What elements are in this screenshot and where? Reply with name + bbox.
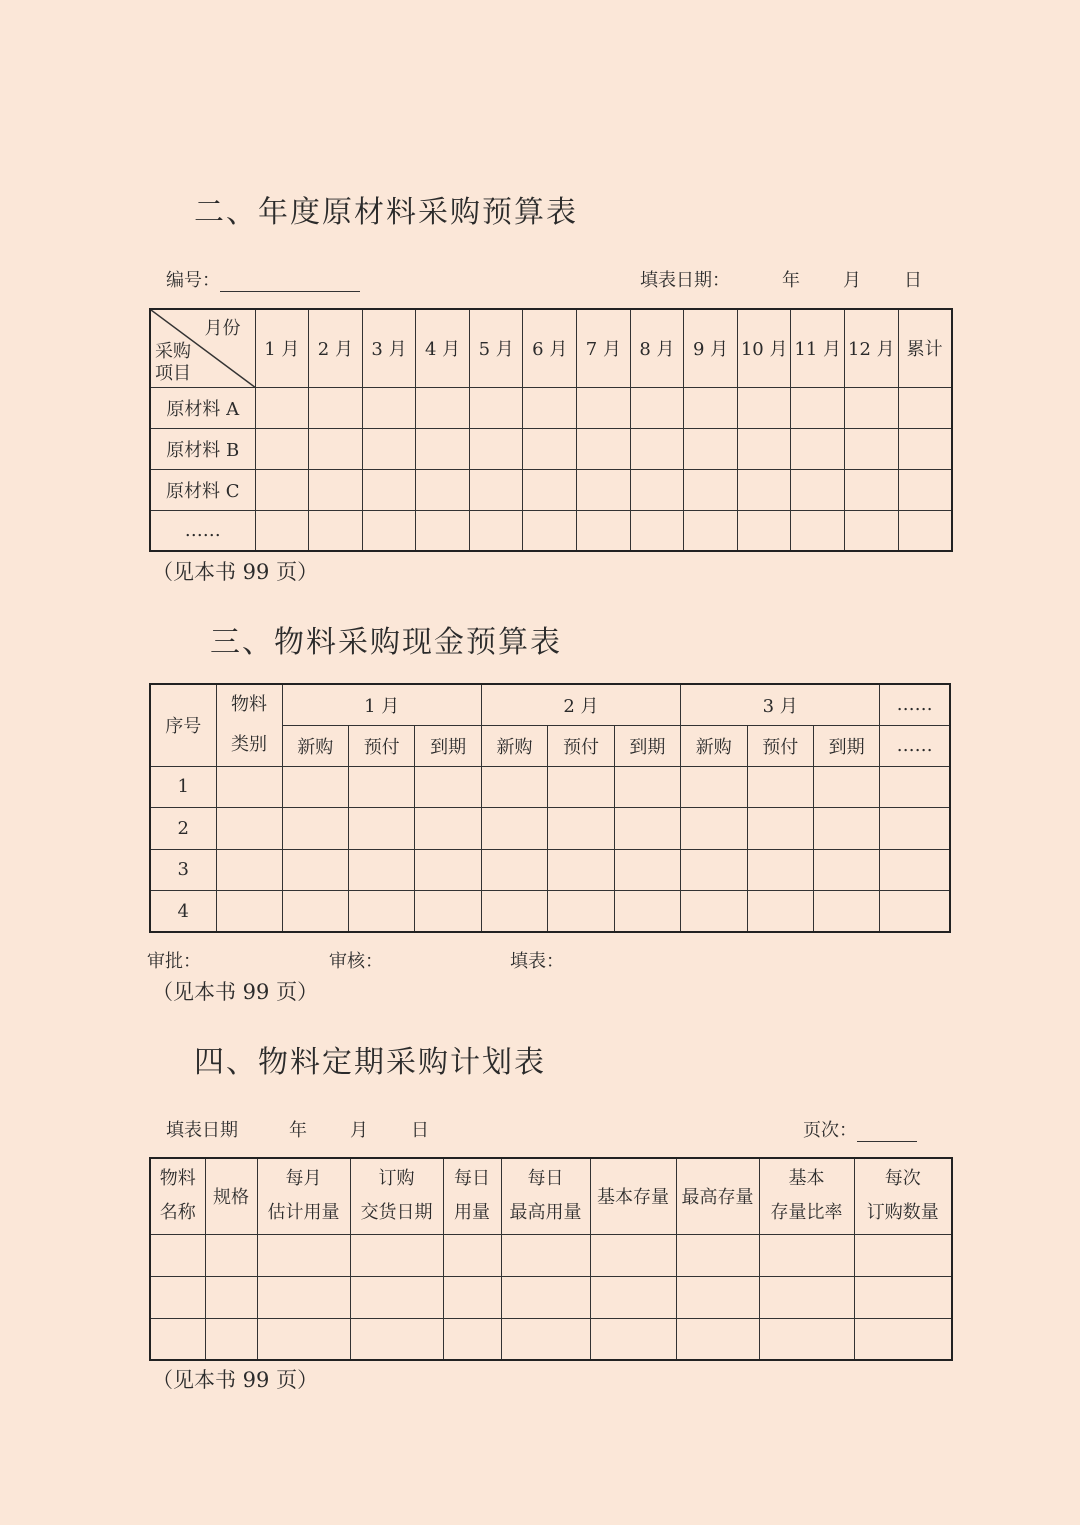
total-header: 累计 bbox=[898, 309, 952, 387]
sub-header-new: 新购 bbox=[481, 725, 547, 766]
review-label: 审核： bbox=[329, 951, 383, 972]
month-header: 8 月 bbox=[630, 309, 684, 387]
table-row bbox=[150, 1318, 952, 1360]
fill-date-day: 日 bbox=[411, 1120, 429, 1141]
month-header: 7 月 bbox=[577, 309, 631, 387]
header-monthly-usage: 每月 估计用量 bbox=[257, 1158, 350, 1234]
table-row bbox=[150, 1234, 952, 1276]
table-row bbox=[150, 387, 952, 428]
seq-header: 序号 bbox=[150, 684, 216, 766]
fill-date-year: 年 bbox=[289, 1120, 307, 1141]
sub-header-new: 新购 bbox=[282, 725, 348, 766]
sub-header-prepaid: 预付 bbox=[747, 725, 813, 766]
sub-header-due: 到期 bbox=[813, 725, 879, 766]
header-base-stock: 基本存量 bbox=[590, 1158, 676, 1234]
page-field bbox=[803, 1116, 917, 1142]
section4-note: （见本书 99 页） bbox=[152, 1368, 319, 1392]
fill-date-month: 月 bbox=[843, 270, 861, 291]
header-max-stock: 最高存量 bbox=[676, 1158, 759, 1234]
header-daily-usage: 每日 用量 bbox=[443, 1158, 501, 1234]
approve-label: 审批： bbox=[147, 951, 201, 972]
header-material-name: 物料 名称 bbox=[150, 1158, 205, 1234]
category-header: 物料 类别 bbox=[216, 684, 282, 766]
month-header: 4 月 bbox=[416, 309, 470, 387]
header-spec: 规格 bbox=[205, 1158, 257, 1234]
month-group-header: 2 月 bbox=[481, 684, 680, 725]
table-row bbox=[150, 808, 950, 850]
sub-header-due: 到期 bbox=[614, 725, 680, 766]
header-base-stock-ratio: 基本 存量比率 bbox=[759, 1158, 854, 1234]
sub-header-new: 新购 bbox=[681, 725, 747, 766]
periodic-purchase-plan-table bbox=[149, 1157, 953, 1361]
row-label: …… bbox=[150, 510, 255, 551]
diagonal-header-cell bbox=[150, 309, 255, 387]
sub-header-due: 到期 bbox=[415, 725, 481, 766]
row-label: 原材料 B bbox=[150, 428, 255, 469]
month-header: 3 月 bbox=[362, 309, 416, 387]
section2-title: 二、年度原材料采购预算表 bbox=[194, 195, 578, 230]
section3-title: 三、物料采购现金预算表 bbox=[210, 625, 562, 660]
sub-header-prepaid: 预付 bbox=[548, 725, 614, 766]
table-row bbox=[150, 469, 952, 510]
header-daily-max-usage: 每日 最高用量 bbox=[501, 1158, 590, 1234]
fill-date-label: 填表日期： bbox=[640, 270, 730, 291]
number-field bbox=[166, 266, 360, 292]
header-delivery-date: 订购 交货日期 bbox=[350, 1158, 443, 1234]
row-label: 原材料 C bbox=[150, 469, 255, 510]
month-header: 11 月 bbox=[791, 309, 845, 387]
section4-title: 四、物料定期采购计划表 bbox=[194, 1045, 546, 1080]
table-row bbox=[150, 428, 952, 469]
fill-date-label: 填表日期 bbox=[166, 1120, 238, 1141]
more-header: …… bbox=[880, 684, 950, 725]
row-label: 原材料 A bbox=[150, 387, 255, 428]
table-row bbox=[150, 766, 950, 808]
row-seq: 1 bbox=[150, 766, 216, 808]
month-header: 12 月 bbox=[845, 309, 899, 387]
page-label: 页次： bbox=[803, 1120, 857, 1141]
header-order-quantity: 每次 订购数量 bbox=[854, 1158, 952, 1234]
month-header: 9 月 bbox=[684, 309, 738, 387]
month-header: 5 月 bbox=[469, 309, 523, 387]
sub-header-prepaid: 预付 bbox=[348, 725, 414, 766]
section3-note: （见本书 99 页） bbox=[152, 980, 319, 1004]
month-header: 6 月 bbox=[523, 309, 577, 387]
month-group-header: 1 月 bbox=[282, 684, 481, 725]
row-seq: 4 bbox=[150, 891, 216, 933]
fill-date-month: 月 bbox=[350, 1120, 368, 1141]
number-label: 编号： bbox=[166, 270, 220, 291]
annual-material-budget-table bbox=[149, 308, 953, 552]
table-row bbox=[150, 510, 952, 551]
page-blank[interactable] bbox=[857, 1121, 917, 1142]
diag-month-label: 月份 bbox=[204, 318, 241, 339]
row-seq: 2 bbox=[150, 808, 216, 850]
more-subheader: …… bbox=[880, 725, 950, 766]
cash-budget-table bbox=[149, 683, 951, 933]
number-blank[interactable] bbox=[220, 271, 360, 292]
filler-label: 填表： bbox=[510, 951, 564, 972]
table-row bbox=[150, 849, 950, 891]
month-group-header: 3 月 bbox=[681, 684, 880, 725]
table-row bbox=[150, 1276, 952, 1318]
fill-date-year: 年 bbox=[782, 270, 800, 291]
month-header: 1 月 bbox=[255, 309, 309, 387]
month-header: 2 月 bbox=[309, 309, 363, 387]
row-seq: 3 bbox=[150, 849, 216, 891]
month-header: 10 月 bbox=[737, 309, 791, 387]
fill-date-day: 日 bbox=[904, 270, 922, 291]
diag-item-label: 采购 项目 bbox=[155, 340, 191, 384]
table-row bbox=[150, 891, 950, 933]
section2-note: （见本书 99 页） bbox=[152, 560, 319, 584]
